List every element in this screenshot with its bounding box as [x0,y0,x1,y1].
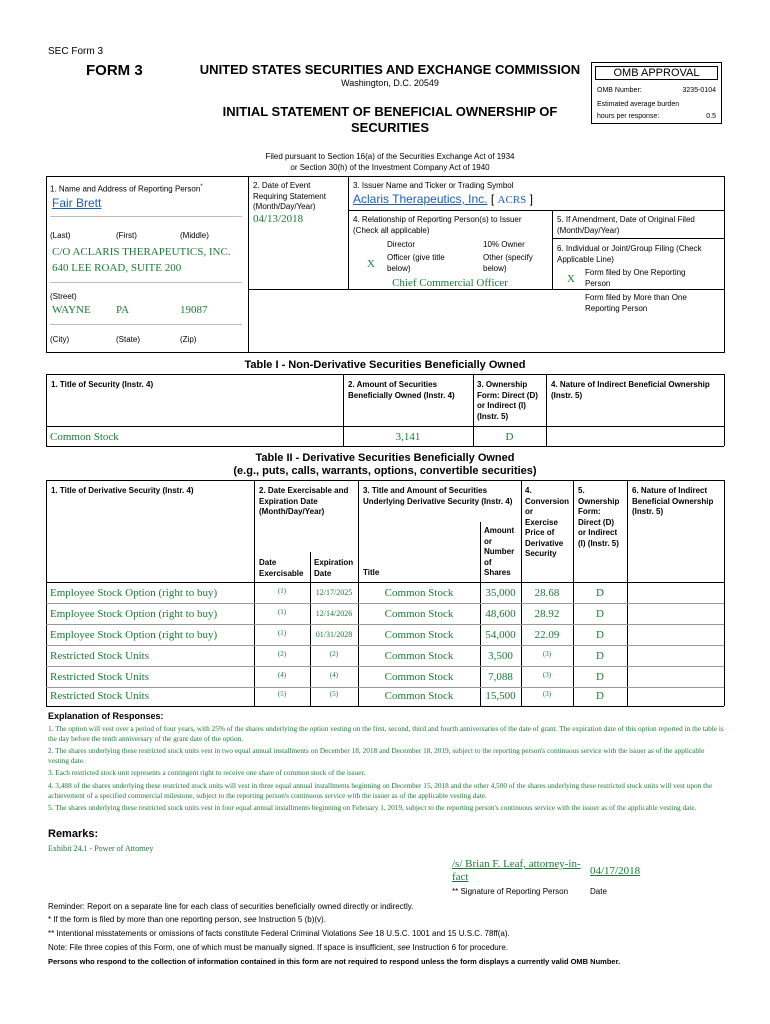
underlying-title: Common Stock [384,671,454,683]
note-1: 1. The option will vest over a period of four years, with 25% of the shares underlying the option vesting on the first, second, third and fourth anniversaries of the date of grant. The expiration date of this option reported in the table is the day before the tenth anniversary of the grant date of the option. [48,724,724,743]
table1-security-title: Common Stock [50,431,119,443]
underlying-title: Common Stock [384,690,454,702]
table1-title: Table I - Non-Derivative Securities Beneficially Owned [244,359,526,371]
signature-line2: fact [452,871,469,883]
box6-line1: 6. Individual or Joint/Group Filing (Check [557,244,702,253]
state-label: (State) [116,335,141,344]
underlying-amount: 3,500 [488,650,513,662]
box4-line2: (Check all applicable) [353,225,430,235]
date-exercisable: (2) [277,650,287,658]
date-exercisable: (5) [277,690,287,698]
statement-title-line2: SECURITIES [350,120,429,135]
expiration-date: 12/17/2025 [315,588,353,597]
ticker-open: [ [490,192,495,206]
sec-form-label: SEC Form 3 [48,46,104,57]
first-label: (First) [116,231,137,240]
ticker-symbol: ACRS [497,194,527,206]
date-exercisable: (1) [277,629,287,637]
middle-label: (Middle) [180,231,209,240]
date-exercisable-header: Date Exercisable [259,558,304,578]
expiration-date: 01/31/2028 [315,630,353,639]
omb-title: OMB APPROVAL [595,66,718,80]
table1-col1-header: 1. Title of Security (Instr. 4) [51,380,154,389]
underlying-title-header: Title [363,568,380,577]
date-exercisable: (1) [277,587,287,595]
table2-col2-header: 2. Date Exercisable and Expiration Date (Month/Day/Year) [259,486,349,516]
conversion-price: 28.92 [534,608,560,620]
last-label: (Last) [50,231,71,240]
city-label: (City) [50,335,70,344]
conversion-price: (3) [542,671,552,679]
officer-line1: Officer (give title [387,253,445,262]
other-line1: Other (specify [483,253,533,262]
underlying-title: Common Stock [384,587,454,599]
double-star-note: ** Intentional misstatements or omissions of facts constitute Federal Criminal Violations See 18 U.S.C. 1001 and 15 U.S.C. 78ff(a). [48,929,510,938]
table2-col3-header: 3. Title and Amount of Securities Underlying Derivative Security (Instr. 4) [363,486,513,506]
commission-city: Washington, D.C. 20549 [341,78,439,88]
expiration-date: (4) [329,671,339,679]
other-line2: below) [483,263,507,273]
omb-hours-row [592,109,721,121]
table2-col5-header: 5. Ownership Form: Direct (D) or Indirect (I) (Instr. 5) [578,486,620,548]
officer-title: Chief Commercial Officer [392,277,508,289]
box5-line2: (Month/Day/Year) [557,225,620,235]
omb-number-label: OMB Number: [597,87,642,94]
underlying-amount: 48,600 [485,608,516,620]
amount-shares-header: Amount or Number of Shares [484,526,515,577]
remarks-text: Exhibit 24.1 - Power of Attorney [48,844,154,853]
table2-title [46,452,724,478]
table2-col1-header: 1. Title of Derivative Security (Instr. 4) [51,486,194,495]
note-2: 2. The shares underlying these restricted stock units vest in two equal annual installments on December 18, 2018 and December 18, 2019, subject to the reporting person's continuous service with the issuer as of the applicable vesting date. [48,746,705,765]
zip-value: 19087 [180,304,208,316]
filed-line2: or Section 30(h) of the Investment Company Act of 1940 [290,162,490,172]
other-label [483,253,533,274]
expiration-date: (2) [329,650,339,658]
reminder-text: Reminder: Report on a separate line for each class of securities beneficially owned directly or indirectly. [48,902,414,911]
omb-number-value: 3235-0104 [682,87,716,94]
table-row [46,687,724,706]
table-row [46,427,724,446]
omb-persons-notice: Persons who respond to the collection of information contained in this form are not required to respond unless the form displays a currently valid OMB Number. [48,957,621,966]
address-line2: 640 LEE ROAD, SUITE 200 [52,262,182,274]
explanation-heading: Explanation of Responses: [48,711,164,721]
table2-title-line2: (e.g., puts, calls, warrants, options, convertible securities) [233,465,537,477]
statement-title-line1: INITIAL STATEMENT OF BENEFICIAL OWNERSHIP OF [222,104,558,119]
date-exercisable: (1) [277,608,287,616]
state-value: PA [116,304,130,316]
box4-label [353,215,522,236]
more-persons-label [585,293,687,314]
box5-label [557,215,695,236]
ownership-form: D [596,608,604,620]
city-value: WAYNE [52,304,91,316]
box3-label: 3. Issuer Name and Ticker or Trading Symbol [353,181,514,190]
issuer-name-link[interactable]: Aclaris Therapeutics, Inc. [353,192,488,206]
more-persons-line2: Reporting Person [585,303,648,313]
table1-col2-header: 2. Amount of Securities Beneficially Owned (Instr. 4) [348,380,455,400]
note-3: 3. Each restricted stock unit represents a contingent right to receive one share of common stock of the issuer. [48,768,366,778]
table2-col6-header: 6. Nature of Indirect Beneficial Ownership (Instr. 5) [632,486,714,516]
expiration-date: (5) [329,690,339,698]
expiration-date: 12/14/2026 [315,609,353,618]
file-copies-note: Note: File three copies of this Form, one of which must be manually signed. If space is insufficient, see Instruction 6 for procedure. [48,943,509,952]
director-label: Director [387,240,416,249]
omb-hours-value: 0.5 [706,112,716,120]
statement-title [180,104,600,136]
form-title: FORM 3 [86,62,143,79]
table-row [46,667,724,687]
date-label: Date [590,887,607,896]
issuer-row [353,192,533,207]
one-person-line1: Form filed by One Reporting [585,268,686,277]
box2-line3: (Month/Day/Year) [253,202,316,211]
table1-amount: 3,141 [395,431,421,443]
conversion-price: (3) [542,650,552,658]
derivative-title: Restricted Stock Units [50,650,149,662]
note-5: 5. The shares underlying these restricted stock units vest in four equal annual installments beginning on February 1, 2019, subject to the reporting person's continuous service with the issuer as of the applicable vesting date. [48,803,697,813]
star-note: * If the form is filed by more than one reporting person, see Instruction 5 (b)(v). [48,915,326,924]
derivative-title: Employee Stock Option (right to buy) [50,587,218,599]
officer-check-mark: X [367,258,375,270]
table-row [46,604,724,624]
zip-label: (Zip) [180,335,197,344]
expiration-date-header: Expiration Date [314,558,354,578]
table-row [46,583,724,603]
ownership-form: D [596,671,604,683]
box4-line1: 4. Relationship of Reporting Person(s) to Issuer [353,215,522,224]
derivative-title: Employee Stock Option (right to buy) [50,629,218,641]
omb-burden-label: Estimated average burden [597,100,680,108]
underlying-amount: 15,500 [485,690,516,702]
table1-col3-header: 3. Ownership Form: Direct (D) or Indirect (I) (Instr. 5) [477,380,538,421]
box6-line2: Applicable Line) [557,254,614,264]
underlying-title: Common Stock [384,650,454,662]
box2-label [253,181,326,213]
more-persons-line1: Form filed by More than One [585,293,687,302]
ten-pct-owner-label: 10% Owner [483,240,525,249]
ownership-form: D [596,650,604,662]
officer-label [387,253,445,274]
remarks-heading: Remarks: [48,828,99,840]
officer-line2: below) [387,263,411,273]
reporting-person-name[interactable]: Fair Brett [52,196,102,210]
conversion-price: 28.68 [534,587,560,599]
box1-label: 1. Name and Address of Reporting Person* [50,184,203,194]
derivative-title: Restricted Stock Units [50,671,149,683]
box5-line1: 5. If Amendment, Date of Original Filed [557,215,695,224]
ownership-form: D [596,690,604,702]
derivative-title: Restricted Stock Units [50,690,149,702]
table1-col4-header: 4. Nature of Indirect Beneficial Ownership (Instr. 5) [551,380,710,400]
conversion-price: 22.09 [534,629,560,641]
ownership-form: D [596,587,604,599]
one-person-line2: Person [585,278,611,288]
signature-line1: /s/ Brian F. Leaf, attorney-in- [452,858,581,870]
note-4: 4. 3,488 of the shares underlying these restricted stock units will vest in three equal annual installments beginning on December 15, 2018 and the other 4,500 of the shares underlying these restricted stock units will vest upon the achievement of a specified commercial milestone, subject to the reporting person's continuous service with the issuer as of the applicable vesting date. [48,780,713,800]
explanation-notes [48,724,724,813]
table2-title-line1: Table II - Derivative Securities Beneficially Owned [255,452,515,464]
ticker-close: ] [529,192,533,206]
underlying-amount: 35,000 [485,587,516,599]
box2-line1: 2. Date of Event [253,181,311,190]
filed-pursuant [180,152,600,173]
conversion-price: (3) [542,690,552,698]
omb-approval-box [591,62,722,124]
address-line1: C/O ACLARIS THERAPEUTICS, INC. [52,246,231,258]
one-person-label [585,268,686,289]
underlying-title: Common Stock [384,608,454,620]
ownership-form: D [596,629,604,641]
one-person-check-mark: X [567,273,575,285]
table-row [46,646,724,666]
omb-number-row [592,83,721,97]
omb-hours-label: hours per response: [597,112,660,120]
filed-line1: Filed pursuant to Section 16(a) of the Securities Exchange Act of 1934 [265,152,515,161]
signature-label: ** Signature of Reporting Person [452,887,569,896]
signature-date: 04/17/2018 [590,865,641,877]
commission-title: UNITED STATES SECURITIES AND EXCHANGE COMMISSION [199,62,581,77]
street-label: (Street) [50,292,77,301]
underlying-amount: 54,000 [485,629,516,641]
table-row [46,625,724,645]
derivative-title: Employee Stock Option (right to buy) [50,608,218,620]
date-exercisable: (4) [277,671,287,679]
underlying-amount: 7,088 [488,671,513,683]
box6-label [557,244,702,265]
table2-col4-header: 4. Conversion or Exercise Price of Derivative Security [525,486,570,558]
table1-ownership-form: D [505,431,514,443]
box2-line2: Requiring Statement [253,191,326,201]
event-date: 04/13/2018 [253,213,304,225]
signature [452,858,582,884]
underlying-title: Common Stock [384,629,454,641]
